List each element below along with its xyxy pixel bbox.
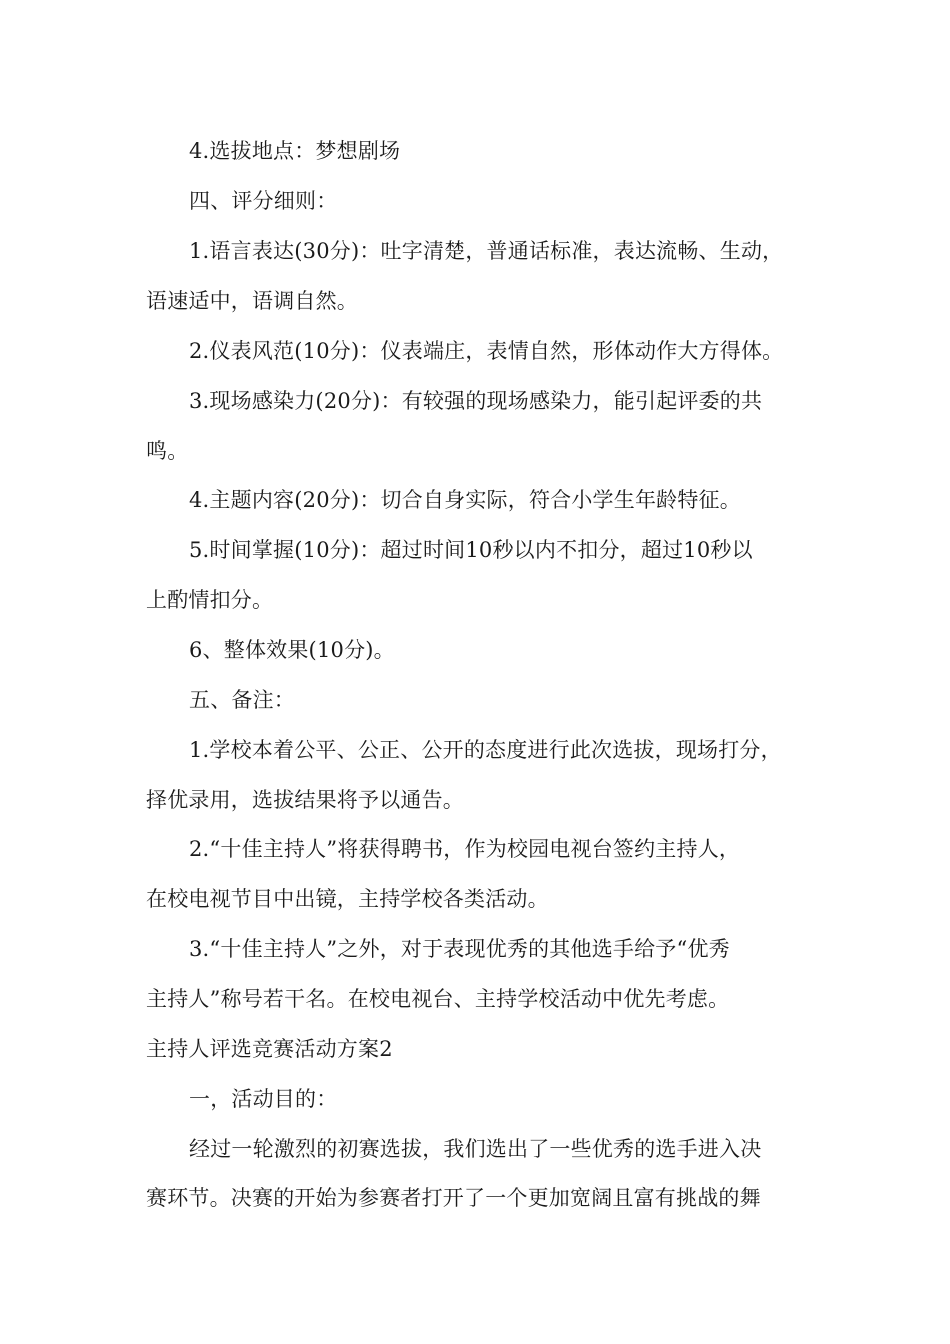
text-line: 4.主题内容(20分)：切合自身实际，符合小学生年龄特征。 — [189, 488, 741, 512]
text-line: 上酌情扣分。 — [146, 588, 274, 612]
section-heading: 一，活动目的： — [189, 1087, 338, 1111]
text-line: 1.学校本着公平、公正、公开的态度进行此次选拔，现场打分， — [189, 738, 782, 762]
text-line: 经过一轮激烈的初赛选拔，我们选出了一些优秀的选手进入决 — [189, 1137, 762, 1161]
section-heading: 五、备注： — [189, 688, 295, 712]
text-line: 3.现场感染力(20分)：有较强的现场感染力，能引起评委的共 — [189, 389, 763, 413]
text-line: 语速适中，语调自然。 — [146, 289, 358, 313]
text-line: 择优录用，选拔结果将予以通告。 — [146, 788, 464, 812]
text-line: 3.“十佳主持人”之外，对于表现优秀的其他选手给予“优秀 — [189, 937, 730, 961]
text-line: 主持人”称号若干名。在校电视台、主持学校活动中优先考虑。 — [146, 987, 730, 1011]
text-line: 在校电视节目中出镜，主持学校各类活动。 — [146, 887, 549, 911]
text-line: 6、整体效果(10分)。 — [189, 638, 395, 662]
text-line: 2.仪表风范(10分)：仪表端庄，表情自然，形体动作大方得体。 — [189, 339, 784, 363]
document-subtitle: 主持人评选竞赛活动方案2 — [146, 1037, 393, 1061]
text-line: 鸣。 — [146, 439, 189, 463]
text-line: 4.选拔地点：梦想剧场 — [189, 139, 401, 163]
text-line: 5.时间掌握(10分)：超过时间10秒以内不扣分，超过10秒以 — [189, 538, 753, 562]
section-heading: 四、评分细则： — [189, 189, 338, 213]
text-line: 赛环节。决赛的开始为参赛者打开了一个更加宽阔且富有挑战的舞 — [146, 1186, 761, 1210]
text-line: 2.“十佳主持人”将获得聘书，作为校园电视台签约主持人， — [189, 837, 741, 861]
text-line: 1.语言表达(30分)：吐字清楚，普通话标准，表达流畅、生动， — [189, 239, 784, 263]
